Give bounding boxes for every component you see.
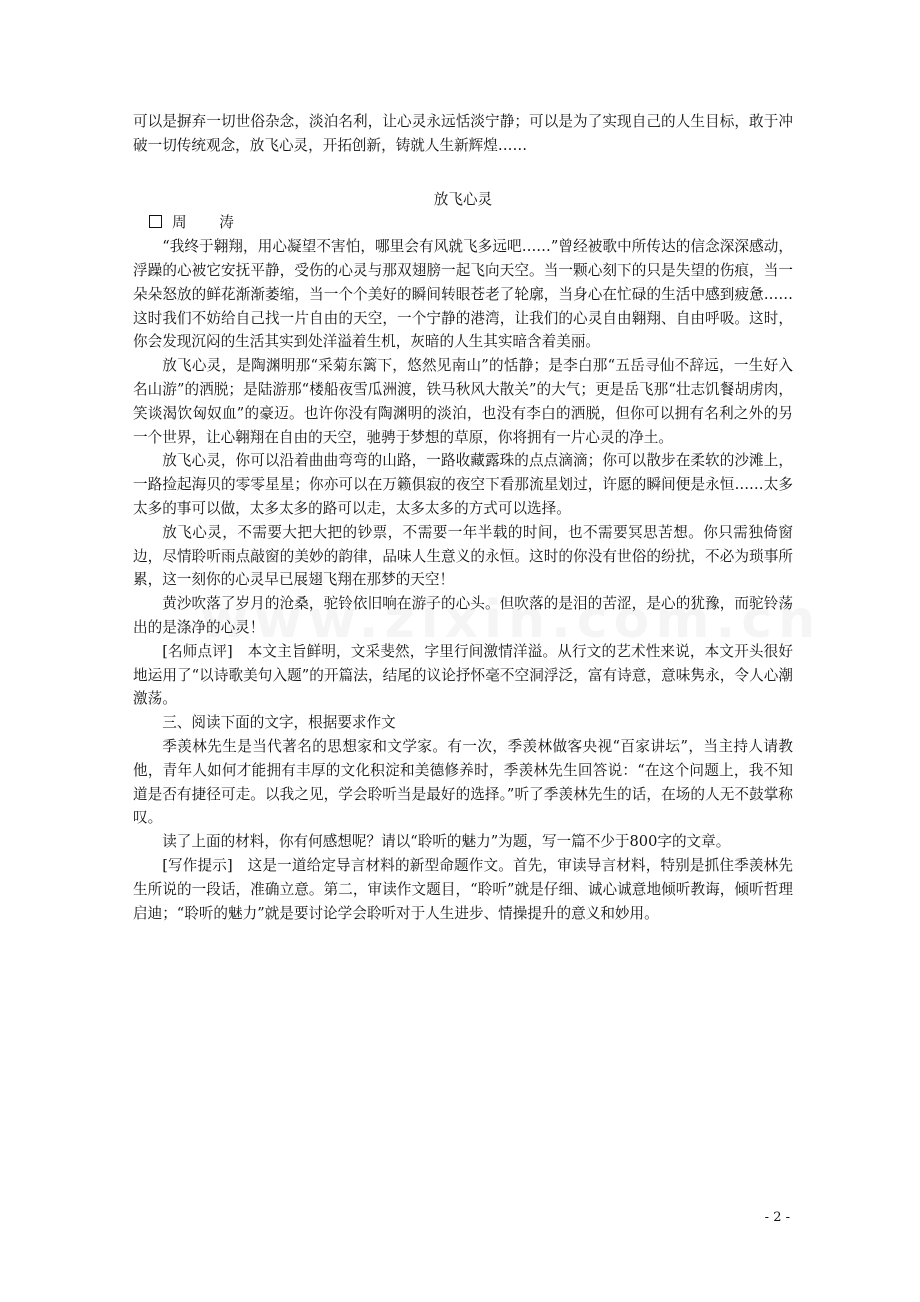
paragraph: 放飞心灵，不需要大把大把的钞票，不需要一年半载的时间，也不需要冥思苦想。你只需独倚窗边，尽情聆听雨点敲窗的美妙的韵律，品味人生意义的永恒。这时的你没有世俗的纷扰，不必为琐事所累，这一刻你的心灵早已展翅飞翔在那梦的天空！	[133, 523, 793, 589]
document-body	[133, 110, 793, 925]
paragraph: “我终于翱翔，用心凝望不害怕，哪里会有风就飞多远吧……”曾经被歌中所传达的信念深深感动，浮躁的心被它安抚平静，受伤的心灵与那双翅膀一起飞向天空。当一颗心刻下的只是失望的伤痕，当一朵朵怒放的鲜花渐渐萎缩，当一个个美好的瞬间转眼苍老了轮廓，当身心在忙碌的生活中感到疲惫……这时我们不妨给自己找一片自由的天空，一个宁静的港湾，让我们的心灵自由翱翔、自由呼吸。这时，你会发现沉闷的生活其实到处洋溢着生机，灰暗的人生其实暗含着美丽。	[133, 238, 793, 351]
page-number: - 2 -	[764, 1210, 790, 1225]
author-name: 周 涛	[172, 214, 248, 232]
writing-tips: [写作提示] 这是一道给定导言材料的新型命题作文。首先，审读导言材料，特别是抓住季羡林先生所说的一段话，准确立意。第二，审读作文题目，“聆听”就是仔细、诚心诚意地倾听教诲，倾听哲理启迪；“聆听的魅力”就是要讨论学会聆听对于人生进步、情操提升的意义和妙用。	[133, 856, 793, 922]
teacher-comment: [名师点评] 本文主旨鲜明，文采斐然，字里行间激情洋溢。从行文的艺术性来说，本文开头很好地运用了“以诗歌美句入题”的开篇法，结尾的议论抒怀毫不空洞浮泛，富有诗意，意味隽永，令人心潮激荡。	[133, 642, 793, 708]
writing-prompt: 读了上面的材料，你有何感想呢？请以“聆听的魅力”为题，写一篇不少于800字的文章。	[162, 833, 731, 851]
paragraph: 放飞心灵，是陶渊明那“采菊东篱下，悠然见南山”的恬静；是李白那“五岳寻仙不辞远，一生好入名山游”的洒脱；是陆游那“楼船夜雪瓜洲渡，铁马秋风大散关”的大气；更是岳飞那“壮志饥餐胡虏肉，笑谈渴饮匈奴血”的豪迈。也许你没有陶渊明的淡泊，也没有李白的洒脱，但你可以拥有名利之外的另一个世界，让心翱翔在自由的天空，驰骋于梦想的草原，你将拥有一片心灵的净土。	[133, 357, 793, 446]
essay-title: 放飞心灵	[433, 190, 493, 208]
paragraph: 放飞心灵，你可以沿着曲曲弯弯的山路，一路收藏露珠的点点滴滴；你可以散步在柔软的沙滩上，一路捡起海贝的零零星星；你亦可以在万籁俱寂的夜空下看那流星划过，许愿的瞬间便是永恒……太多太多的事可以做，太多太多的路可以走，太多太多的方式可以选择。	[133, 452, 793, 517]
paragraph: 黄沙吹落了岁月的沧桑，驼铃依旧响在游子的心头。但吹落的是泪的苦涩，是心的犹豫，而驼铃荡出的是涤净的心灵！	[133, 595, 793, 636]
author-line	[133, 211, 793, 235]
intro-text: 可以是摒弃一切世俗杂念，淡泊名利，让心灵永远恬淡宁静；可以是为了实现自己的人生目标，敢于冲破一切传统观念，放飞心灵，开拓创新，铸就人生新辉煌……	[133, 113, 793, 154]
reading-material: 季羡林先生是当代著名的思想家和文学家。有一次，季羡林做客央视“百家讲坛”，当主持人请教他，青年人如何才能拥有丰厚的文化积淀和美德修养时，季羡林先生回答说：“在这个问题上，我不知道是否有捷径可走。以我之见，学会聆听当是最好的选择。”听了季羡林先生的话，在场的人无不鼓掌称叹。	[133, 737, 793, 827]
section-heading: 三、阅读下面的文字，根据要求作文	[162, 714, 396, 732]
checkbox-square-icon	[149, 215, 162, 228]
